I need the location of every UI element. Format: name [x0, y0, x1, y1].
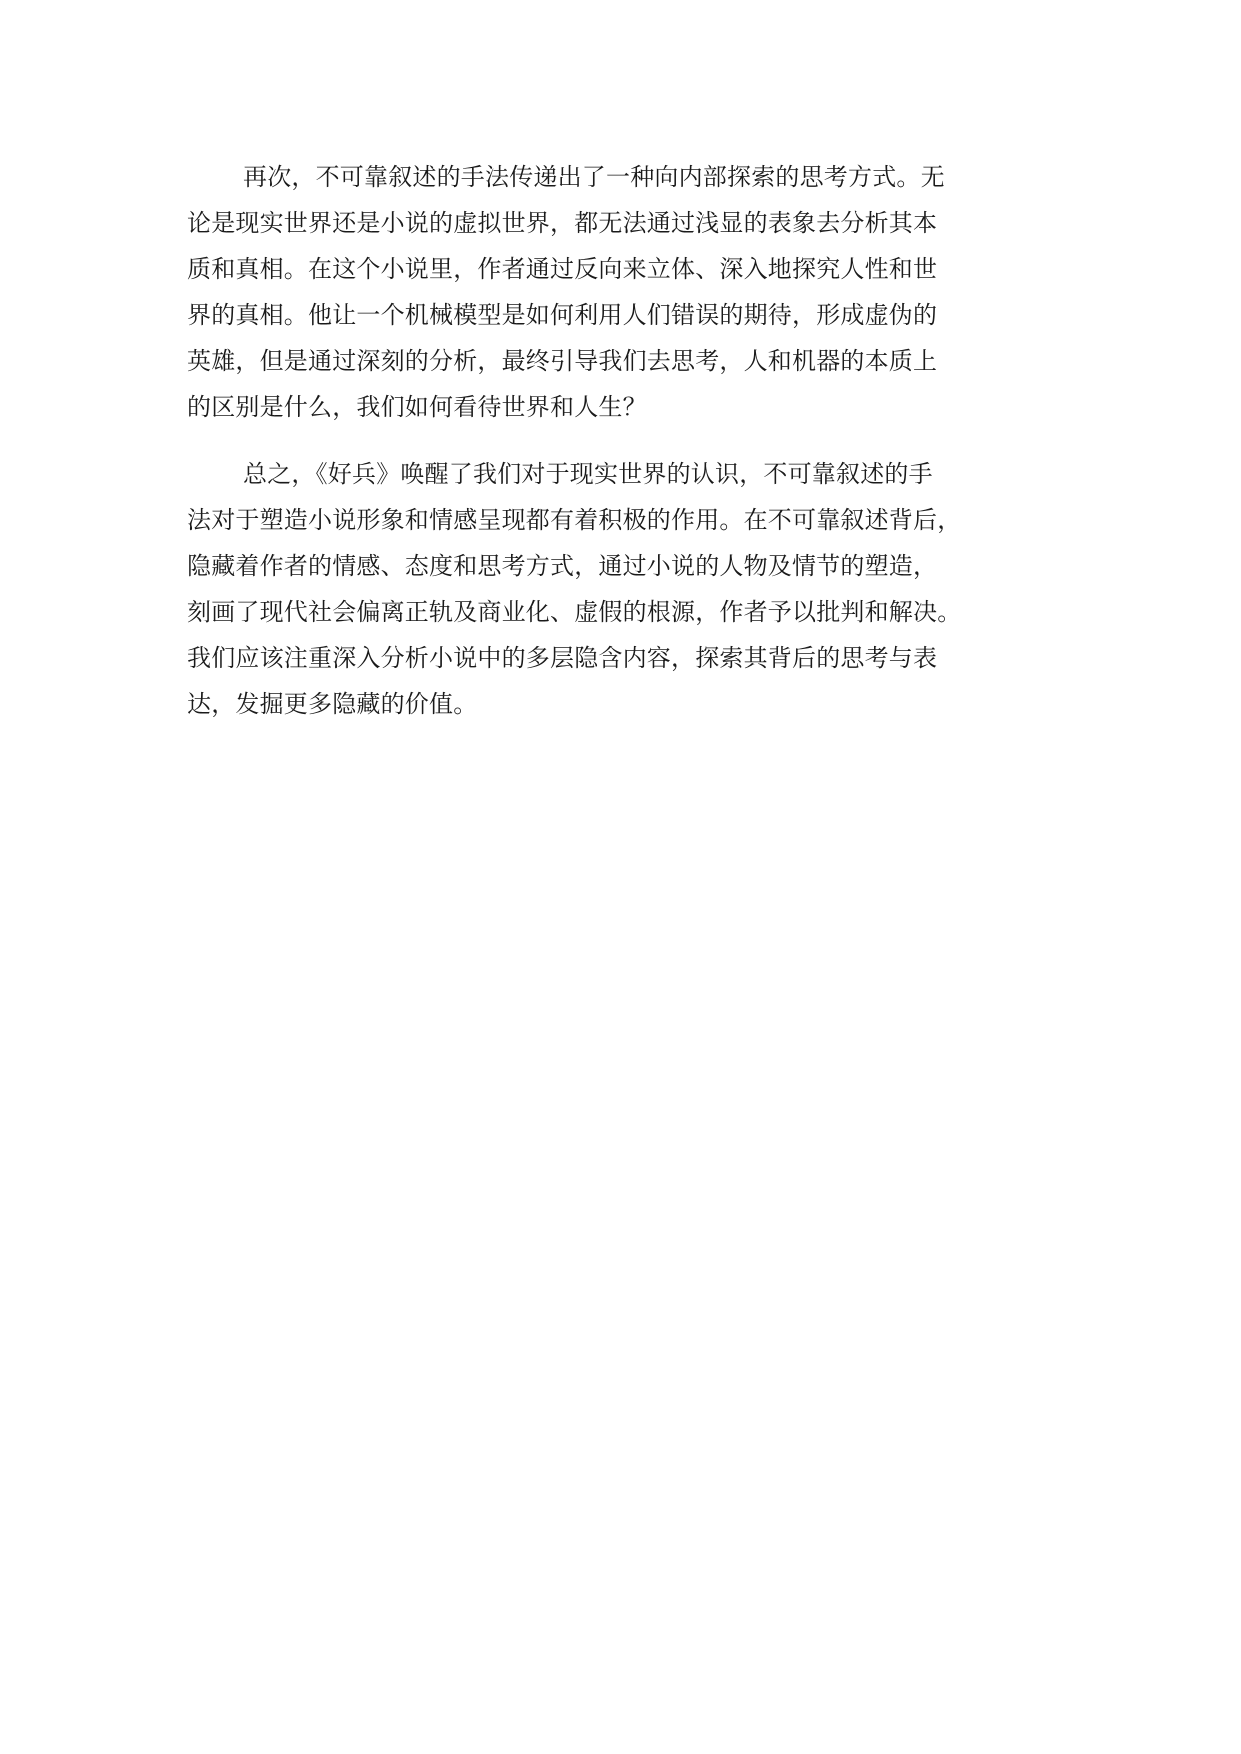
paragraph-line: 隐藏着作者的情感、态度和思考方式，通过小说的人物及情节的塑造，	[187, 552, 938, 580]
paragraph-line: 刻画了现代社会偏离正轨及商业化、虚假的根源，作者予以批判和解决。	[187, 598, 962, 626]
paragraph-line: 我们应该注重深入分析小说中的多层隐含内容，探索其背后的思考与表	[187, 644, 938, 672]
paragraph-line: 质和真相。在这个小说里，作者通过反向来立体、深入地探究人性和世	[187, 255, 938, 283]
paragraph-line: 法对于塑造小说形象和情感呈现都有着积极的作用。在不可靠叙述背后，	[187, 506, 962, 534]
paragraph-1	[187, 154, 1087, 430]
paragraph-line: 界的真相。他让一个机械模型是如何利用人们错误的期待，形成虚伪的	[187, 301, 938, 329]
paragraph-2	[187, 451, 1087, 727]
paragraph-line: 的区别是什么，我们如何看待世界和人生？	[187, 393, 647, 421]
paragraph-line: 再次，不可靠叙述的手法传递出了一种向内部探索的思考方式。无	[243, 163, 945, 191]
paragraph-line: 论是现实世界还是小说的虚拟世界，都无法通过浅显的表象去分析其本	[187, 209, 938, 237]
paragraph-line: 英雄，但是通过深刻的分析，最终引导我们去思考，人和机器的本质上	[187, 347, 938, 375]
paragraph-line: 达，发掘更多隐藏的价值。	[187, 690, 478, 718]
paragraph-line: 总之，《好兵》唤醒了我们对于现实世界的认识，不可靠叙述的手	[243, 460, 933, 488]
